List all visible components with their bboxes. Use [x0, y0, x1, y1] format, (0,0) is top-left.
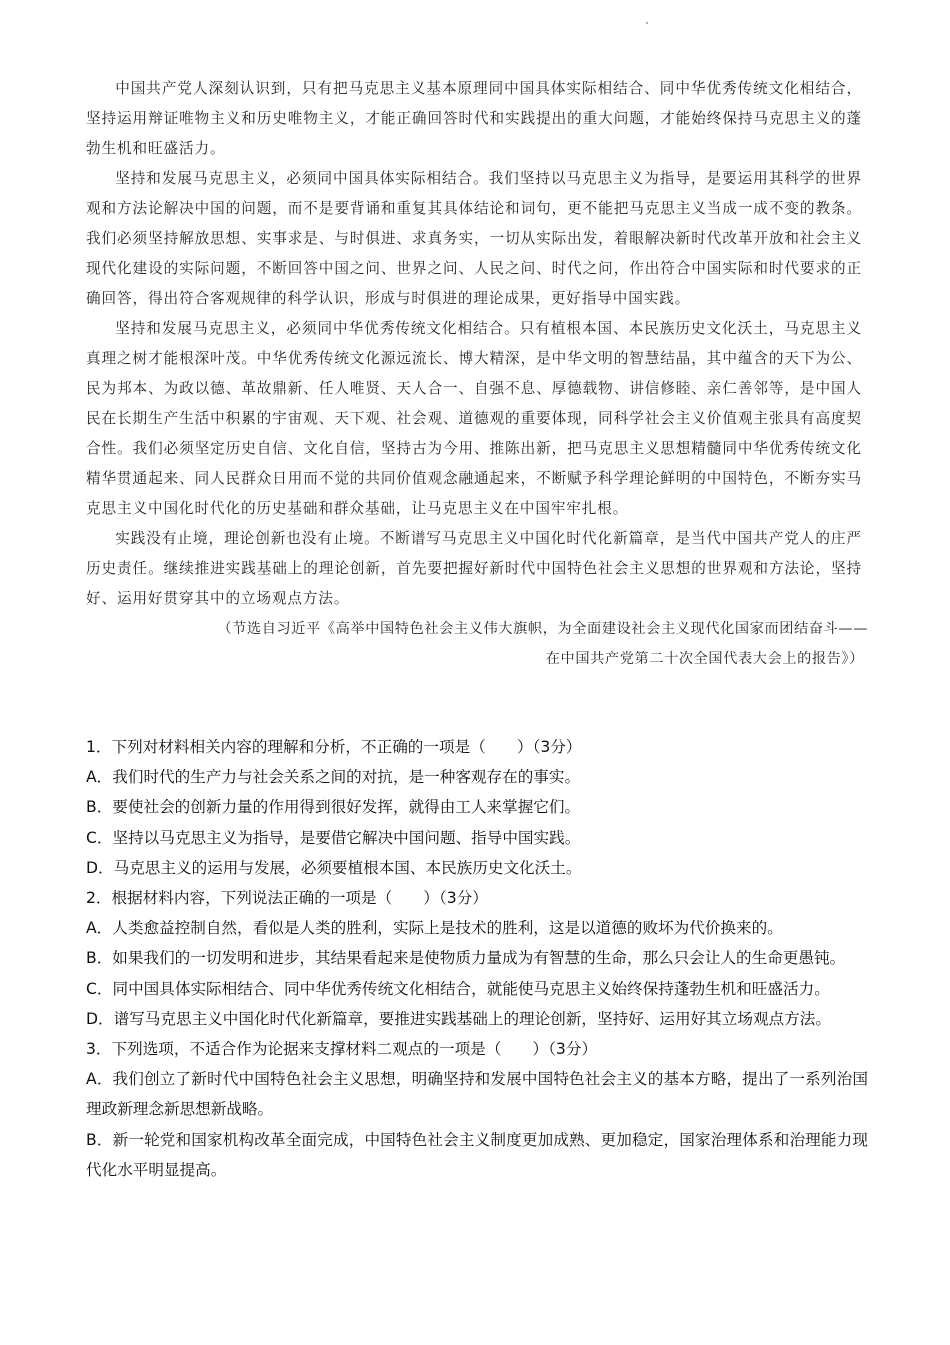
question-stem: 2．根据材料内容，下列说法正确的一项是（ ）（3分）: [86, 889, 488, 908]
question-option: C．同中国具体实际相结合、同中华优秀传统文化相结合，就能使马克思主义始终保持蓬勃生机和旺盛活力。: [86, 979, 830, 998]
question-option: A．我们创立了新时代中国特色社会主义思想，明确坚持和发展中国特色社会主义的基本方略，提出了一系列治国理政新理念新思想新战略。: [86, 1070, 868, 1119]
question-option: D．谱写马克思主义中国化时代化新篇章，要推进实践基础上的理论创新，坚持好、运用好其立场观点方法。: [86, 1009, 831, 1028]
source-line: 在中国共产党第二十次全国代表大会上的报告》）: [545, 651, 864, 667]
question-option: A．人类愈益控制自然，看似是人类的胜利，实际上是技术的胜利，这是以道德的败坏为代价换来的。: [86, 919, 783, 938]
question-option: D．马克思主义的运用与发展，必须要植根本国、本民族历史文化沃土。: [86, 858, 582, 877]
reading-passage: [86, 74, 868, 674]
question-list: [86, 732, 868, 1185]
question-option: B．如果我们的一切发明和进步，其结果看起来是使物质力量成为有智慧的生命，那么只会让人的生命更愚钝。: [86, 949, 846, 968]
question-stem: 3．下列选项，不适合作为论据来支撑材料二观点的一项是（ ）（3分）: [86, 1040, 598, 1059]
question-option: B．新一轮党和国家机构改革全面完成，中国特色社会主义制度更加成熟、更加稳定，国家治理体系和治理能力现代化水平明显提高。: [86, 1130, 868, 1179]
source-line: （节选自习近平《高举中国特色社会主义伟大旗帜，为全面建设社会主义现代化国家而团结奋斗——: [217, 621, 868, 637]
passage-paragraph: 坚持和发展马克思主义，必须同中华优秀传统文化相结合。只有植根本国、本民族历史文化沃土，马克思主义真理之树才能根深叶茂。中华优秀传统文化源远流长、博大精深，是中华文明的智慧结晶，其中蕴含的天下为公、民为邦本、为政以德、革故鼎新、任人唯贤、天人合一、自强不息、厚德载物、讲信修睦、亲仁善邻等，是中国人民在长期生产生活中积累的宇宙观、天下观、社会观、道德观的重要体现，同科学社会主义价值观主张具有高度契合性。我们必须坚定历史自信、文化自信，坚持古为今用、推陈出新，把马克思主义思想精髓同中华优秀传统文化精华贯通起来、同人民群众日用而不觉的共同价值观念融通起来，不断赋予科学理论鲜明的中国特色，不断夯实马克思主义中国化时代化的历史基础和群众基础，让马克思主义在中国牢牢扎根。: [86, 320, 862, 517]
passage-paragraph: 坚持和发展马克思主义，必须同中国具体实际相结合。我们坚持以马克思主义为指导，是要运用其科学的世界观和方法论解决中国的问题，而不是要背诵和重复其具体结论和词句，更不能把马克思主义当成一成不变的教条。我们必须坚持解放思想、实事求是、与时俱进、求真务实，一切从实际出发，着眼解决新时代改革开放和社会主义现代化建设的实际问题，不断回答中国之问、世界之问、人民之问、时代之问，作出符合中国实际和时代要求的正确回答，得出符合客观规律的科学认识，形成与时俱进的理论成果，更好指导中国实践。: [86, 170, 862, 307]
passage-source: [86, 614, 868, 674]
question-option: C．坚持以马克思主义为指导，是要借它解决中国问题、指导中国实践。: [86, 828, 581, 847]
passage-paragraph: 实践没有止境，理论创新也没有止境。不断谱写马克思主义中国化时代化新篇章，是当代中国共产党人的庄严历史责任。继续推进实践基础上的理论创新，首先要把握好新时代中国特色社会主义思想的世界观和方法论，坚持好、运用好贯穿其中的立场观点方法。: [86, 530, 862, 607]
scan-speck: [646, 22, 648, 24]
question-option: B．要使社会的创新力量的作用得到很好发挥，就得由工人来掌握它们。: [86, 798, 581, 817]
question-option: A．我们时代的生产力与社会关系之间的对抗，是一种客观存在的事实。: [86, 768, 581, 787]
question-stem: 1．下列对材料相关内容的理解和分析，不正确的一项是（ ）（3分）: [86, 738, 582, 756]
passage-paragraph: 中国共产党人深刻认识到，只有把马克思主义基本原理同中国具体实际相结合、同中华优秀传统文化相结合，坚持运用辩证唯物主义和历史唯物主义，才能正确回答时代和实践提出的重大问题，才能始终保持马克思主义的蓬勃生机和旺盛活力。: [86, 80, 862, 157]
